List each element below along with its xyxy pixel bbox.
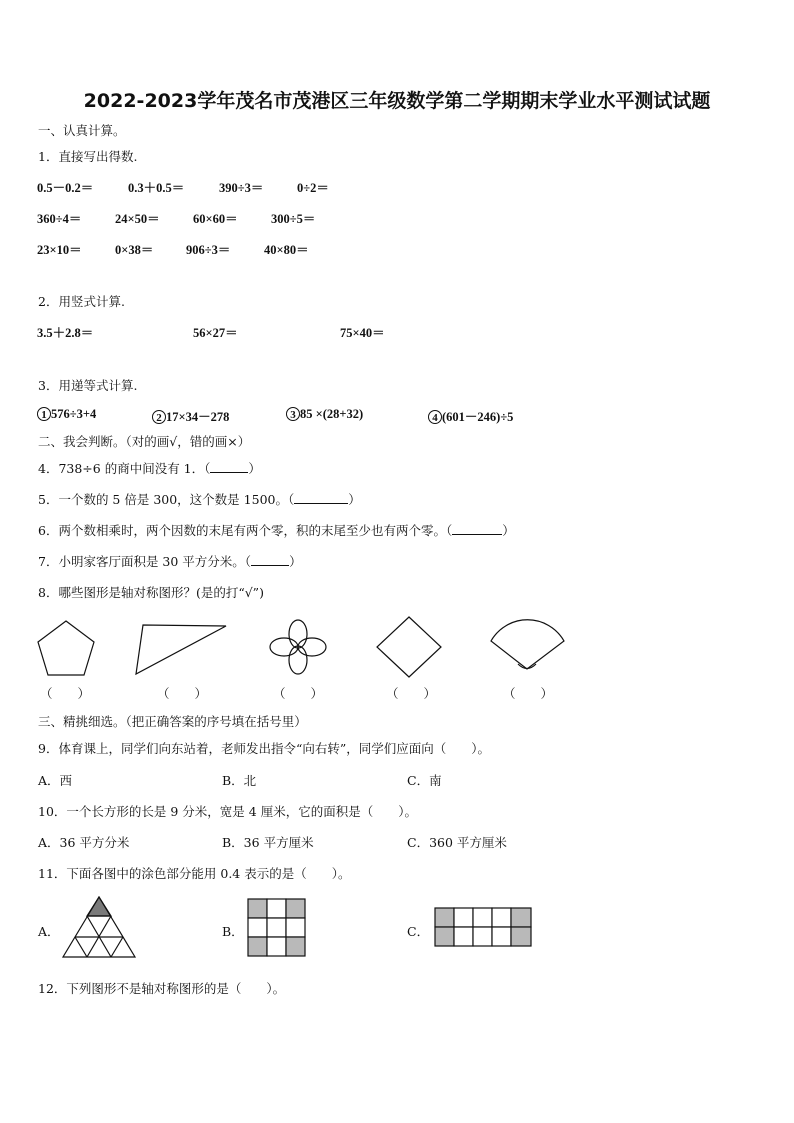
q8-figures <box>0 615 794 695</box>
q10-text: 10．一个长方形的长是 9 分米，宽是 4 厘米，它的面积是（ ）。 <box>38 804 417 819</box>
circled-number: 1 <box>37 407 51 421</box>
q9-option-b[interactable]: B．北 <box>222 773 257 788</box>
q4: 4．738÷6 的商中间没有 1．（ ） <box>38 461 261 476</box>
q7: 7．小明家客厅面积是 30 平方分米。（ ） <box>38 554 302 569</box>
rect-grid-figure <box>435 908 531 946</box>
q2-label: 2．用竖式计算. <box>38 294 125 309</box>
q9-option-a[interactable]: A．西 <box>38 773 73 788</box>
q1-item: 906÷3＝ <box>186 243 231 257</box>
q9-option-c[interactable]: C．南 <box>407 773 442 788</box>
triangle-figure <box>136 625 226 674</box>
q5: 5．一个数的 5 倍是 300，这个数是 1500。（ ） <box>38 492 361 507</box>
pentagon-figure <box>38 621 94 675</box>
q1-item: 360÷4＝ <box>37 212 82 226</box>
q11-figures <box>0 893 794 963</box>
q6: 6．两个数相乘时，两个因数的末尾有两个零，积的末尾至少也有两个零。（ ） <box>38 523 515 538</box>
answer-blank[interactable] <box>452 522 502 535</box>
q3-item: 3 85 ×(28+32) <box>286 407 363 422</box>
circled-number: 4 <box>428 410 442 424</box>
q8-answer-paren[interactable]: （ ） <box>157 686 208 701</box>
q1-item: 24×50＝ <box>115 212 160 226</box>
q10-option-a[interactable]: A．36 平方分米 <box>38 835 130 850</box>
q1-item: 23×10＝ <box>37 243 82 257</box>
q9-text: 9．体育课上，同学们向东站着，老师发出指令“向右转”，同学们应面向（ ）。 <box>38 741 490 756</box>
answer-blank[interactable] <box>251 553 289 566</box>
q8-text: 8．哪些图形是轴对称图形？(是的打“√”) <box>38 585 264 600</box>
q2-item: 56×27＝ <box>193 326 238 340</box>
q11-option-c[interactable]: C． <box>407 924 430 939</box>
q1-item: 0×38＝ <box>115 243 154 257</box>
q1-item: 390÷3＝ <box>219 181 264 195</box>
q10-option-b[interactable]: B．36 平方厘米 <box>222 835 314 850</box>
q11-option-b[interactable]: B． <box>222 924 244 939</box>
page-title: 2022-2023学年茂名市茂港区三年级数学第二学期期末学业水平测试试题 <box>83 90 711 112</box>
q1-item: 60×60＝ <box>193 212 238 226</box>
diamond-figure <box>377 617 441 677</box>
q2-item: 3.5＋2.8＝ <box>37 326 94 340</box>
q2-item: 75×40＝ <box>340 326 385 340</box>
q1-item: 300÷5＝ <box>271 212 316 226</box>
q10-option-c[interactable]: C．360 平方厘米 <box>407 835 507 850</box>
circled-number: 2 <box>152 410 166 424</box>
answer-blank[interactable] <box>294 491 348 504</box>
q8-answer-paren[interactable]: （ ） <box>40 686 91 701</box>
q1-item: 0.3＋0.5＝ <box>128 181 185 195</box>
q11-option-a[interactable]: A． <box>38 924 60 939</box>
section-1-heading: 一、认真计算。 <box>38 123 126 138</box>
q8-answer-paren[interactable]: （ ） <box>503 686 554 701</box>
q12-text: 12．下列图形不是轴对称图形的是（ ）。 <box>38 981 286 996</box>
q3-item: 2 17×34－278 <box>152 407 229 425</box>
q3-item: 1 576÷3+4 <box>37 407 96 422</box>
q8-answer-paren[interactable]: （ ） <box>386 686 437 701</box>
section-2-heading: 二、我会判断。（对的画√，错的画×） <box>38 434 251 449</box>
q11-text: 11．下面各图中的涂色部分能用 0.4 表示的是（ ）。 <box>38 866 351 881</box>
q1-item: 0÷2＝ <box>297 181 329 195</box>
q3-label: 3．用递等式计算. <box>38 378 138 393</box>
square-grid-figure <box>248 899 305 956</box>
q3-item: 4 (601－246)÷5 <box>428 407 513 425</box>
triangle-grid-figure <box>63 897 135 957</box>
q1-item: 40×80＝ <box>264 243 309 257</box>
circled-number: 3 <box>286 407 300 421</box>
four-leaf-clover-figure <box>270 620 326 674</box>
answer-blank[interactable] <box>210 460 248 473</box>
q8-answer-paren[interactable]: （ ） <box>273 686 324 701</box>
section-3-heading: 三、精挑细选。（把正确答案的序号填在括号里） <box>38 714 307 729</box>
fan-figure <box>491 620 564 669</box>
q1-label: 1．直接写出得数. <box>38 149 138 164</box>
q1-item: 0.5－0.2＝ <box>37 181 94 195</box>
